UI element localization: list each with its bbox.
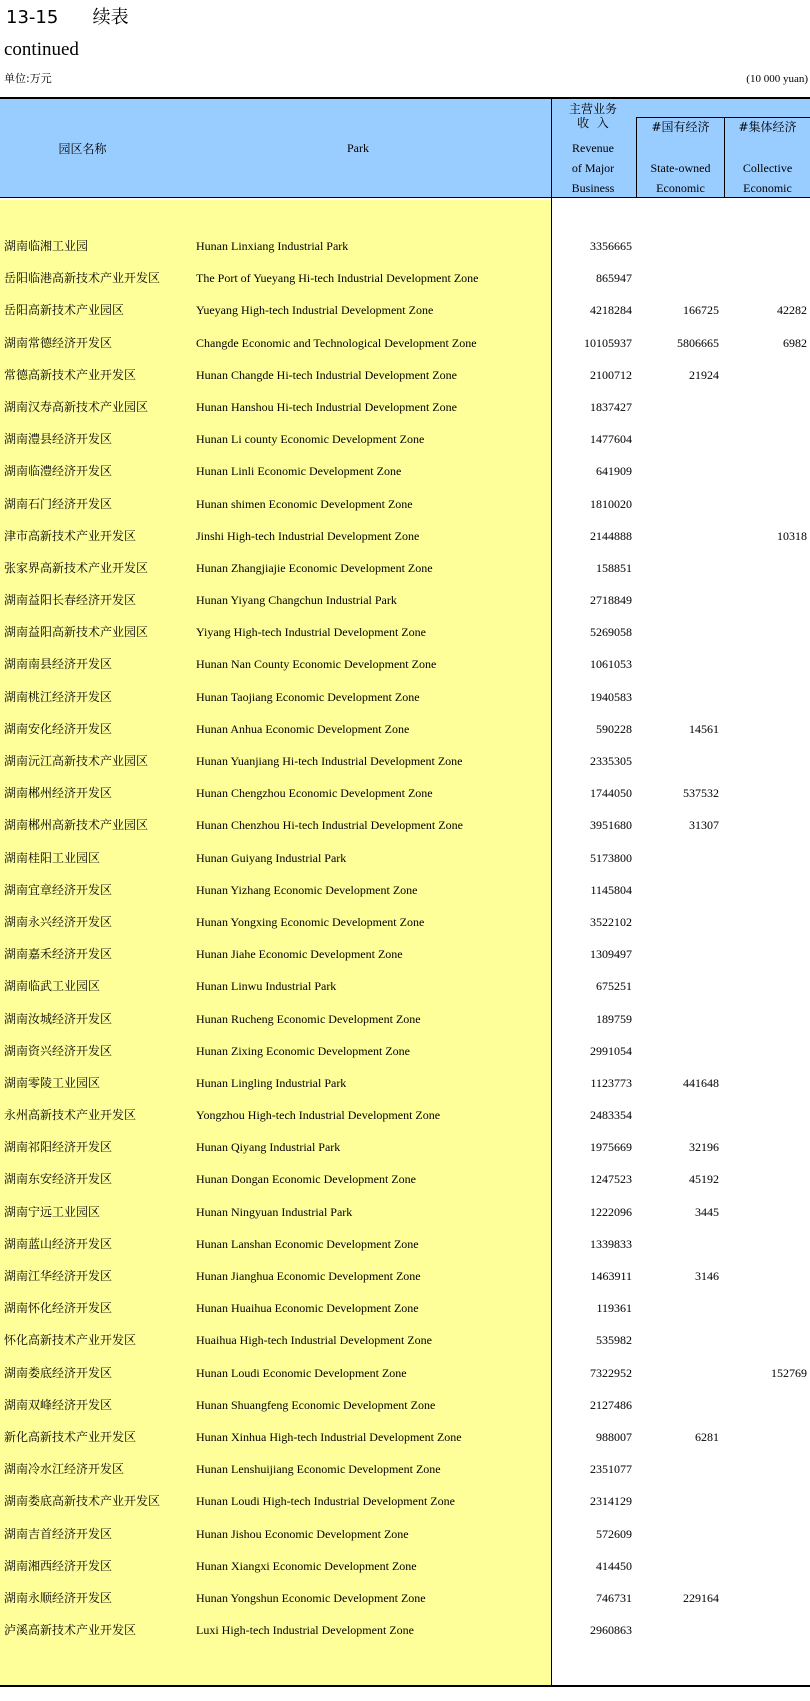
revenue-cell: 5269058 [590, 625, 632, 640]
unit-label-en: (10 000 yuan) [746, 73, 808, 85]
table-row [0, 683, 810, 715]
revenue-cell: 1145804 [590, 882, 632, 897]
park-name-en-cell: Hunan Loudi High-tech Industrial Development Zone [196, 1494, 455, 1509]
collective-en-line-1: Collective [742, 161, 793, 175]
park-name-cn-cell: 岳阳临港高新技术产业开发区 [4, 271, 161, 286]
revenue-cell: 1222096 [590, 1204, 632, 1219]
subheader-rule [636, 117, 810, 118]
park-name-en-cell: Hunan Lanshan Economic Development Zone [196, 1236, 419, 1251]
state-en-line-2: Economic [656, 181, 705, 195]
state-owned-cell: 5806665 [677, 335, 719, 350]
park-name-cn-cell: 湖南娄底高新技术产业开发区 [4, 1494, 161, 1509]
revenue-cell: 746731 [596, 1590, 632, 1605]
park-name-en-cell: Hunan Nan County Economic Development Zone [196, 657, 437, 672]
collective-cn-header: #集体经济 [738, 120, 797, 134]
state-owned-cell: 32196 [689, 1140, 719, 1155]
park-name-cn-cell: 岳阳高新技术产业园区 [4, 303, 125, 318]
park-name-en-cell: Hunan Dongan Economic Development Zone [196, 1172, 416, 1187]
table-row [0, 811, 810, 843]
table-row [0, 586, 810, 618]
park-name-cn-cell: 湖南临湘工业园 [4, 239, 89, 253]
table-row [0, 393, 810, 425]
table-row [0, 296, 810, 328]
park-name-cn-cell: 湖南郴州经济开发区 [4, 786, 113, 801]
park-name-en-cell: Hunan Jishou Economic Development Zone [196, 1526, 409, 1541]
table-title [6, 6, 129, 30]
table-row [0, 1455, 810, 1487]
revenue-cell: 1247523 [590, 1172, 632, 1187]
park-name-en-cell: Hunan Li county Economic Development Zone [196, 432, 425, 447]
revenue-cell: 2100712 [590, 367, 632, 382]
park-name-en-cell: Hunan Yongxing Economic Development Zone [196, 914, 425, 929]
table-row [0, 1005, 810, 1037]
park-name-cn-cell: 湖南澧县经济开发区 [4, 432, 113, 447]
revenue-cell: 1744050 [590, 786, 632, 801]
table-number: 13-15 [6, 7, 59, 28]
park-name-cn-cell: 湖南资兴经济开发区 [4, 1043, 113, 1058]
revenue-cell: 1339833 [590, 1236, 632, 1251]
revenue-cell: 2483354 [590, 1108, 632, 1123]
table-row [0, 844, 810, 876]
park-name-cn-cell: 怀化高新技术产业开发区 [4, 1333, 137, 1348]
park-name-cn-cell: 湖南吉首经济开发区 [4, 1526, 113, 1541]
table-row [0, 1198, 810, 1230]
park-name-en-cell: Hunan Chengzhou Economic Development Zone [196, 786, 433, 801]
table-row [0, 232, 810, 264]
table-row [0, 940, 810, 972]
park-name-cn-cell: 湖南湘西经济开发区 [4, 1558, 113, 1573]
table-row [0, 650, 810, 682]
revenue-cell: 4218284 [590, 303, 632, 318]
revenue-cell: 572609 [596, 1526, 632, 1541]
park-name-en-cell: Hunan Yuanjiang Hi-tech Industrial Development Zone [196, 754, 463, 768]
park-name-en-cell: Hunan Hanshou Hi-tech Industrial Development Zone [196, 399, 457, 414]
revenue-cell: 3522102 [590, 914, 632, 929]
revenue-cell: 1463911 [590, 1269, 632, 1283]
state-owned-cell: 45192 [689, 1172, 719, 1187]
revenue-cell: 675251 [596, 979, 632, 994]
revenue-en-header [551, 138, 635, 198]
park-name-cn-cell: 泸溪高新技术产业开发区 [4, 1623, 137, 1638]
park-name-cn-cell: 湖南沅江高新技术产业园区 [4, 754, 149, 768]
state-owned-cell: 3445 [695, 1204, 719, 1219]
revenue-cell: 1837427 [590, 399, 632, 414]
park-name-cn-cell: 湖南祁阳经济开发区 [4, 1140, 113, 1155]
collective-en-header [725, 158, 810, 198]
table-row [0, 1359, 810, 1391]
table-row [0, 715, 810, 747]
park-name-cn-cell: 湖南零陵工业园区 [4, 1075, 101, 1090]
table-row [0, 425, 810, 457]
park-name-cn-cell: 湖南汝城经济开发区 [4, 1011, 113, 1026]
collective-cell: 152769 [771, 1365, 807, 1380]
park-name-cn-cell: 津市高新技术产业开发区 [4, 528, 137, 543]
park-name-en-cell: Hunan Rucheng Economic Development Zone [196, 1011, 421, 1026]
revenue-cell: 10105937 [584, 335, 632, 350]
park-name-cn-cell: 湖南宜章经济开发区 [4, 882, 113, 897]
revenue-cell: 3951680 [590, 818, 632, 833]
state-owned-en-header [637, 158, 724, 198]
park-name-en-cell: Hunan Yiyang Changchun Industrial Park [196, 593, 397, 608]
collective-cell: 6982 [783, 335, 807, 350]
table-row [0, 1391, 810, 1423]
park-name-en-cell: Luxi High-tech Industrial Development Zone [196, 1623, 414, 1638]
subtitle: continued [4, 39, 79, 60]
park-name-en-cell: Hunan Loudi Economic Development Zone [196, 1365, 407, 1380]
park-name-cn-cell: 湖南临武工业园区 [4, 979, 101, 994]
title-cn: 续表 [92, 7, 129, 28]
park-name-en-cell: Hunan Linxiang Industrial Park [196, 239, 349, 253]
table-row [0, 1487, 810, 1519]
bottom-rule [0, 1685, 810, 1687]
collective-cell: 10318 [777, 528, 807, 543]
table-row [0, 264, 810, 296]
table-row [0, 1165, 810, 1197]
park-name-en-cell: Hunan Zixing Economic Development Zone [196, 1043, 410, 1058]
park-name-cn-cell: 湖南益阳高新技术产业园区 [4, 625, 149, 640]
state-owned-cell: 229164 [683, 1590, 719, 1605]
revenue-cell: 641909 [596, 464, 632, 479]
table-row [0, 1037, 810, 1069]
table-row [0, 1133, 810, 1165]
state-owned-cell: 166725 [683, 303, 719, 318]
park-name-en-cell: Changde Economic and Technological Development Zone [196, 335, 477, 350]
revenue-cell: 535982 [596, 1333, 632, 1348]
table-row [0, 361, 810, 393]
table-row [0, 779, 810, 811]
state-en-line-1: State-owned [650, 161, 711, 175]
revenue-cell: 189759 [596, 1011, 632, 1026]
park-name-en-cell: Hunan shimen Economic Development Zone [196, 496, 413, 511]
revenue-cell: 1810020 [590, 496, 632, 511]
park-name-cn-cell: 新化高新技术产业开发区 [4, 1429, 137, 1444]
table-row [0, 457, 810, 489]
table-body [0, 232, 810, 1648]
table-row [0, 329, 810, 361]
collective-cell: 42282 [777, 303, 807, 318]
revenue-cell: 414450 [596, 1558, 632, 1573]
park-name-en-cell: Hunan Lingling Industrial Park [196, 1075, 347, 1090]
park-name-en-cell: Yiyang High-tech Industrial Development Zone [196, 625, 426, 640]
table-row [0, 1262, 810, 1294]
table-row [0, 618, 810, 650]
park-name-cn-cell: 常德高新技术产业开发区 [4, 367, 137, 382]
park-name-cn-cell: 湖南嘉禾经济开发区 [4, 947, 113, 962]
park-name-en-cell: Jinshi High-tech Industrial Development Zone [196, 528, 420, 543]
revenue-cn-header [551, 102, 635, 130]
park-name-cn-cell: 永州高新技术产业开发区 [4, 1108, 137, 1123]
park-name-cn-cell: 湖南东安经济开发区 [4, 1172, 113, 1187]
revenue-cell: 1123773 [590, 1075, 632, 1090]
park-name-cn-cell: 湖南南县经济开发区 [4, 657, 113, 672]
park-name-en-cell: Hunan Zhangjiajie Economic Development Zone [196, 560, 433, 575]
revenue-cell: 2718849 [590, 593, 632, 608]
park-name-en-cell: Yongzhou High-tech Industrial Development Zone [196, 1108, 441, 1123]
revenue-cell: 119361 [596, 1301, 632, 1316]
table-row [0, 1616, 810, 1648]
table-row [0, 747, 810, 779]
revenue-cell: 7322952 [590, 1365, 632, 1380]
table-row [0, 1423, 810, 1455]
park-name-en-cell: Hunan Changde Hi-tech Industrial Development Zone [196, 367, 457, 382]
table-row [0, 522, 810, 554]
revenue-cell: 3356665 [590, 239, 632, 253]
state-owned-cell: 441648 [683, 1075, 719, 1090]
park-name-en-cell: Yueyang High-tech Industrial Development Zone [196, 303, 434, 318]
revenue-cell: 2127486 [590, 1397, 632, 1412]
revenue-cell: 1309497 [590, 947, 632, 962]
revenue-cell: 2314129 [590, 1494, 632, 1509]
park-name-cn-cell: 湖南临澧经济开发区 [4, 464, 113, 479]
revenue-cn-line-2: 收 入 [577, 116, 609, 130]
park-name-en-cell: Hunan Lenshuijiang Economic Development Zone [196, 1462, 441, 1477]
revenue-cell: 2144888 [590, 528, 632, 543]
table-row [0, 972, 810, 1004]
table-row [0, 1520, 810, 1552]
park-name-cn-cell: 湖南永兴经济开发区 [4, 914, 113, 929]
revenue-cell: 1061053 [590, 657, 632, 672]
park-en-header: Park [347, 140, 369, 155]
park-name-en-cell: Hunan Qiyang Industrial Park [196, 1140, 341, 1155]
park-name-cn-cell: 湖南益阳长春经济开发区 [4, 593, 137, 608]
state-owned-cn-header: #国有经济 [651, 120, 710, 134]
park-name-cn-cell: 湖南怀化经济开发区 [4, 1301, 113, 1316]
state-owned-cell: 6281 [695, 1429, 719, 1444]
park-name-cn-cell: 湖南常德经济开发区 [4, 335, 113, 350]
state-owned-cell: 14561 [689, 721, 719, 736]
collective-en-line-2: Economic [743, 181, 792, 195]
revenue-cell: 1975669 [590, 1140, 632, 1155]
park-name-en-cell: Hunan Anhua Economic Development Zone [196, 721, 410, 736]
revenue-cell: 988007 [596, 1429, 632, 1444]
park-name-en-cell: Huaihua High-tech Industrial Development Zone [196, 1333, 432, 1348]
revenue-cell: 2335305 [590, 754, 632, 768]
park-name-en-cell: Hunan Xiangxi Economic Development Zone [196, 1558, 417, 1573]
park-name-en-cell: The Port of Yueyang Hi-tech Industrial Development Zone [196, 271, 479, 286]
park-name-cn-cell: 湖南汉寿高新技术产业园区 [4, 399, 149, 414]
park-name-en-cell: Hunan Linwu Industrial Park [196, 979, 337, 994]
park-name-en-cell: Hunan Huaihua Economic Development Zone [196, 1301, 419, 1316]
revenue-en-line-3: Business [571, 181, 615, 195]
park-name-cn-cell: 湖南蓝山经济开发区 [4, 1236, 113, 1251]
revenue-cell: 5173800 [590, 850, 632, 865]
park-name-en-cell: Hunan Xinhua High-tech Industrial Development Zone [196, 1429, 462, 1444]
table-row [0, 908, 810, 940]
park-name-cn-cell: 张家界高新技术产业开发区 [4, 560, 149, 575]
park-name-cn-cell: 湖南郴州高新技术产业园区 [4, 818, 149, 833]
park-name-en-cell: Hunan Yongshun Economic Development Zone [196, 1590, 426, 1605]
park-name-en-cell: Hunan Jianghua Economic Development Zone [196, 1269, 421, 1283]
park-name-cn-cell: 湖南安化经济开发区 [4, 721, 113, 736]
revenue-cell: 1477604 [590, 432, 632, 447]
park-name-en-cell: Hunan Taojiang Economic Development Zone [196, 689, 420, 704]
park-name-en-cell: Hunan Ningyuan Industrial Park [196, 1204, 353, 1219]
table-row [0, 1326, 810, 1358]
state-owned-cell: 537532 [683, 786, 719, 801]
state-owned-cell: 3146 [695, 1269, 719, 1283]
park-name-cn-cell: 湖南石门经济开发区 [4, 496, 113, 511]
revenue-cell: 2960863 [590, 1623, 632, 1638]
table-row [0, 490, 810, 522]
park-name-cn-header: 园区名称 [58, 141, 107, 156]
park-name-cn-cell: 湖南桃江经济开发区 [4, 689, 113, 704]
park-name-cn-cell: 湖南宁远工业园区 [4, 1204, 101, 1219]
table-row [0, 554, 810, 586]
revenue-cell: 590228 [596, 721, 632, 736]
revenue-cell: 158851 [596, 560, 632, 575]
park-name-cn-cell: 湖南娄底经济开发区 [4, 1365, 113, 1380]
park-name-cn-cell: 湖南江华经济开发区 [4, 1269, 113, 1283]
park-name-en-cell: Hunan Linli Economic Development Zone [196, 464, 402, 479]
park-name-cn-cell: 湖南冷水江经济开发区 [4, 1462, 125, 1477]
table-row [0, 1294, 810, 1326]
table-row [0, 1230, 810, 1262]
state-owned-cell: 31307 [689, 818, 719, 833]
park-name-en-cell: Hunan Chenzhou Hi-tech Industrial Development Zone [196, 818, 463, 833]
table-row [0, 1584, 810, 1616]
revenue-cell: 2351077 [590, 1462, 632, 1477]
table-row [0, 1101, 810, 1133]
park-name-en-cell: Hunan Guiyang Industrial Park [196, 850, 347, 865]
table-row [0, 1069, 810, 1101]
revenue-en-line-2: of Major [571, 161, 615, 175]
park-name-en-cell: Hunan Jiahe Economic Development Zone [196, 947, 403, 962]
park-name-en-cell: Hunan Yizhang Economic Development Zone [196, 882, 418, 897]
table-row [0, 876, 810, 908]
park-name-cn-cell: 湖南永顺经济开发区 [4, 1590, 113, 1605]
park-name-en-cell: Hunan Shuangfeng Economic Development Zone [196, 1397, 436, 1412]
revenue-en-line-1: Revenue [572, 141, 614, 155]
revenue-cn-line-1: 主营业务 [568, 102, 617, 116]
park-name-cn-cell: 湖南桂阳工业园区 [4, 850, 101, 865]
revenue-cell: 1940583 [590, 689, 632, 704]
state-owned-cell: 21924 [689, 367, 719, 382]
unit-label-cn: 单位:万元 [4, 72, 52, 85]
revenue-cell: 865947 [596, 271, 632, 286]
park-name-cn-cell: 湖南双峰经济开发区 [4, 1397, 113, 1412]
table-row [0, 1552, 810, 1584]
revenue-cell: 2991054 [590, 1043, 632, 1058]
